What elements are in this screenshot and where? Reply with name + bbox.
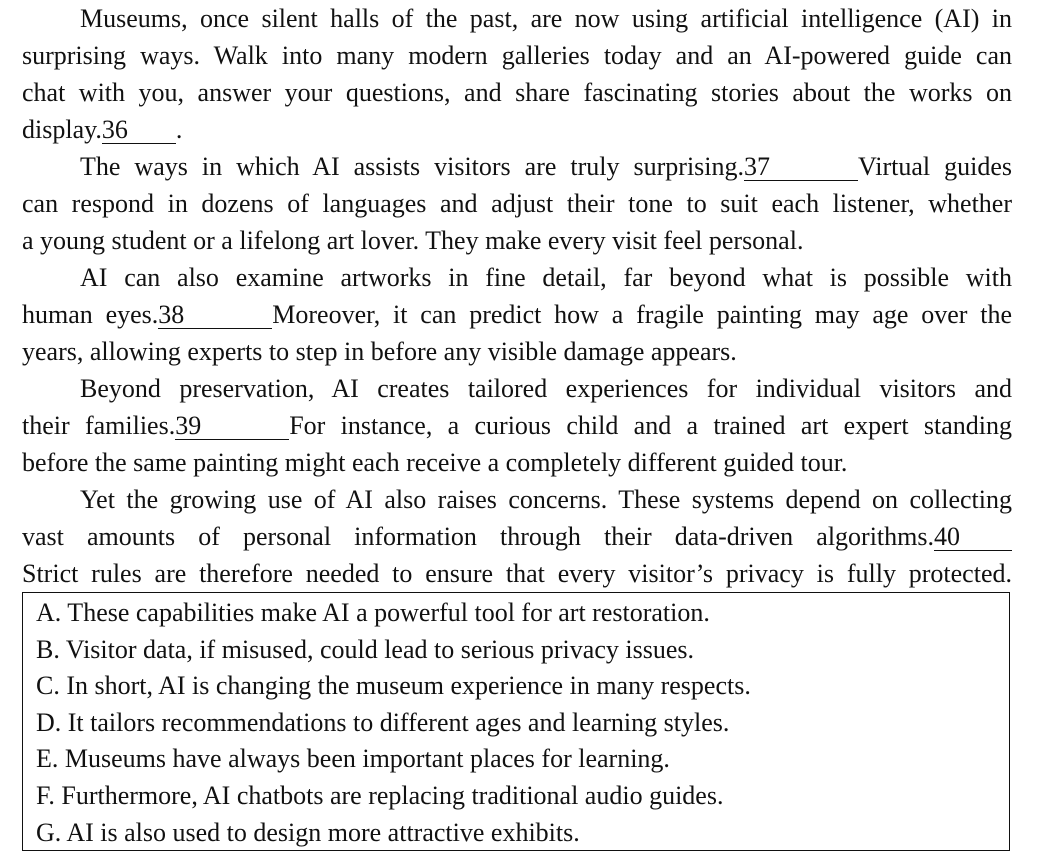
text-segment: human eyes. [22, 300, 159, 329]
passage-line [22, 296, 1012, 333]
text-segment: vast amounts of personal information through their data-driven algorithms. [22, 522, 934, 551]
option-f: F. Furthermore, AI chatbots are replacing traditional audio guides. [36, 780, 724, 810]
text-segment: Moreover, it can predict how a fragile painting may age over the [272, 300, 1012, 329]
passage [22, 0, 1012, 592]
text-segment: The ways in which AI assists visitors are truly surprising. [80, 152, 745, 181]
passage-line: Beyond preservation, AI creates tailored experiences for individual visitors and [80, 374, 1012, 403]
option-e: E. Museums have always been important places for learning. [36, 744, 670, 774]
passage-line: years, allowing experts to step in before any visible damage appears. [22, 337, 737, 366]
passage-line: can respond in dozens of languages and adjust their tone to suit each listener, whether [22, 189, 1012, 218]
text-segment: display. [22, 115, 102, 144]
option-a: A. These capabilities make AI a powerful tool for art restoration. [36, 598, 710, 627]
blank-38: 38 [158, 302, 272, 329]
passage-line [22, 407, 1012, 444]
option-d: D. It tailors recommendations to different ages and learning styles. [36, 707, 730, 737]
passage-line: Yet the growing use of AI also raises concerns. These systems depend on collecting [80, 485, 1012, 514]
passage-line: surprising ways. Walk into many modern galleries today and an AI-powered guide can [22, 41, 1012, 70]
text-segment: For instance, a curious child and a trained art expert standing [289, 411, 1012, 440]
passage-line: Museums, once silent halls of the past, are now using artificial intelligence (AI) in [80, 4, 1012, 33]
option-c: C. In short, AI is changing the museum experience in many respects. [36, 671, 751, 701]
passage-line: before the same painting might each receive a completely different guided tour. [22, 448, 848, 477]
blank-39: 39 [175, 413, 289, 440]
option-g: G. AI is also used to design more attractive exhibits. [36, 817, 580, 847]
passage-line: a young student or a lifelong art lover. They make every visit feel personal. [22, 226, 804, 255]
options-box [22, 592, 1010, 851]
passage-line [22, 518, 1012, 555]
text-segment: their families. [22, 411, 176, 440]
passage-line [22, 148, 1012, 185]
option-b: B. Visitor data, if misused, could lead to serious privacy issues. [36, 634, 694, 664]
passage-line: Strict rules are therefore needed to ensure that every visitor’s privacy is fully protected. [22, 559, 1012, 588]
blank-37: 37 [744, 154, 858, 181]
blank-36: 36 [102, 117, 176, 144]
passage-line [22, 111, 1012, 148]
text-segment: Virtual guides [858, 152, 1013, 181]
blank-40: 40 [934, 524, 1012, 551]
text-segment: . [175, 115, 183, 144]
passage-line: AI can also examine artworks in fine detail, far beyond what is possible with [80, 263, 1012, 292]
passage-line: chat with you, answer your questions, and share fascinating stories about the works on [22, 78, 1012, 107]
